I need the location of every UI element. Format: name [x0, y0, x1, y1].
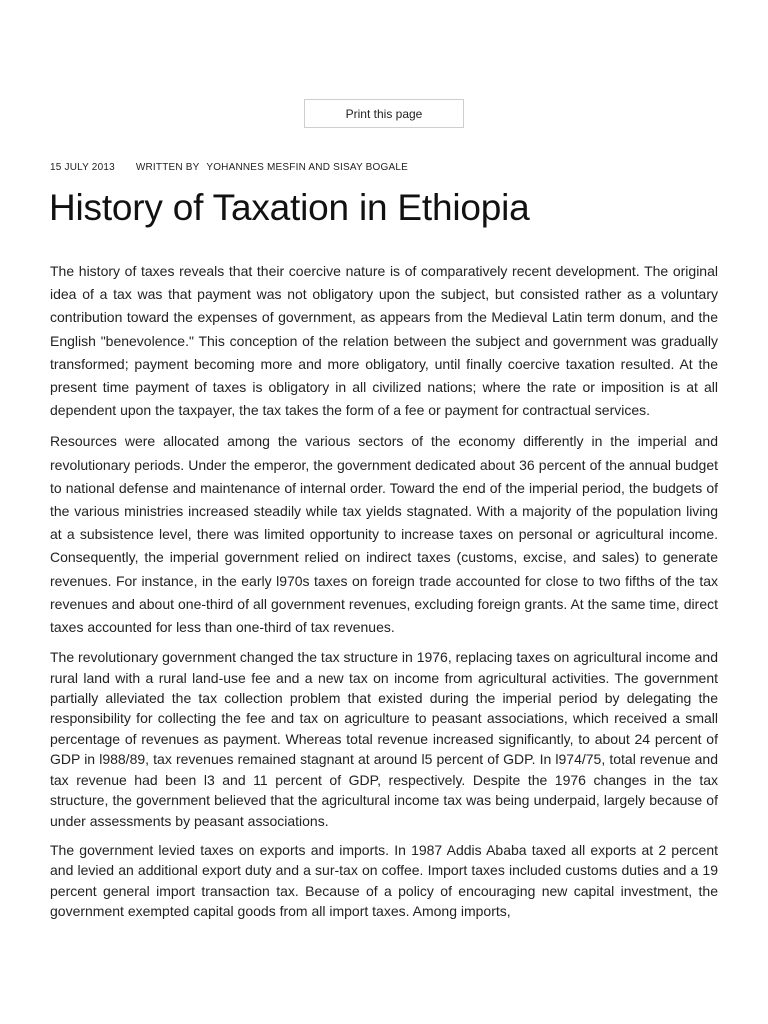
written-by-label: WRITTEN BY — [135, 162, 200, 173]
article-paragraph: The revolutionary government changed the tax structure in 1976, replacing taxes on agricultural income and rural land with a rural land-use fee and a new tax on income from agricultural activities. The government partially alleviated the tax collection problem that existed during the imperial period by delegating the responsibility for collecting the fee and tax on agriculture to peasant associations, which received a small percentage of revenues as payment. Whereas total revenue increased significantly, to about 24 percent of GDP in l988/89, tax revenues remained stagnant at around l5 percent of GDP. In l974/75, total revenue and tax revenue had been l3 and 11 percent of GDP, respectively. Despite the 1976 changes in the tax structure, the government believed that the agricultural income tax was being underpaid, largely because of under assessments by peasant associations. — [50, 649, 718, 829]
article-paragraph: The government levied taxes on exports and imports. In 1987 Addis Ababa taxed all exports at 2 percent and levied an additional export duty and a sur-tax on coffee. Import taxes included customs duties and a 19 percent general import transaction tax. Because of a policy of encouraging new capital investment, the government exempted capital goods from all import taxes. Among imports, — [50, 841, 718, 920]
publish-date: 15 JULY 2013 — [50, 162, 115, 173]
article-body — [50, 260, 718, 931]
page-title: History of Taxation in Ethiopia — [49, 187, 530, 228]
print-page-button[interactable]: Print this page — [304, 99, 464, 128]
author-names: YOHANNES MESFIN AND SISAY BOGALE — [206, 162, 408, 173]
article-meta — [50, 162, 408, 173]
article-paragraph: The history of taxes reveals that their coercive nature is of comparatively recent development. The original idea of a tax was that payment was not obligatory upon the subject, but consisted rather as a voluntary contribution toward the expenses of government, as appears from the Medieval Latin term donum, and the English "benevolence." This conception of the relation between the subject and government was gradually transformed; payment becoming more and more obligatory, until finally coercive taxation resulted. At the present time payment of taxes is obligatory in all civilized nations; where the rate or imposition is at all dependent upon the taxpayer, the tax takes the form of a fee or payment for contractual services. — [50, 263, 718, 419]
article-paragraph: Resources were allocated among the various sectors of the economy differently in the imperial and revolutionary periods. Under the emperor, the government dedicated about 36 percent of the annual budget to national defense and maintenance of internal order. Toward the end of the imperial period, the budgets of the various ministries increased steadily while tax yields stagnated. With a majority of the population living at a subsistence level, there was limited opportunity to increase taxes on personal or agricultural income. Consequently, the imperial government relied on indirect taxes (customs, excise, and sales) to generate revenues. For instance, in the early l970s taxes on foreign trade accounted for close to two fifths of the tax revenues and about one-third of all government revenues, excluding foreign grants. At the same time, direct taxes accounted for less than one-third of tax revenues. — [50, 433, 718, 636]
